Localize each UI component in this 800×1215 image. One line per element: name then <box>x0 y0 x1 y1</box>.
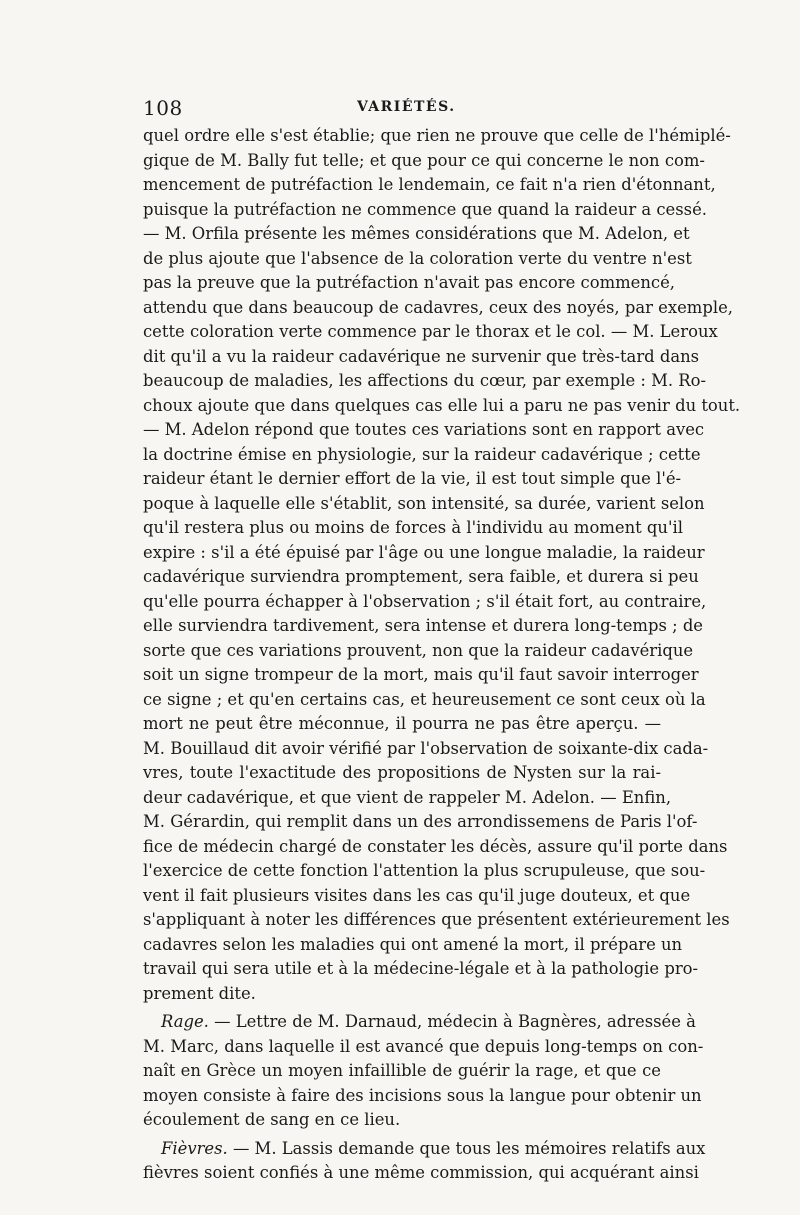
text-line: cadavérique surviendra promptement, sera faible, et durera si peu <box>143 567 699 586</box>
text-line: de plus ajoute que l'absence de la coloration verte du ventre n'est <box>143 248 692 268</box>
text-line: dit qu'il a vu la raideur cadavérique ne survenir que très-tard dans <box>143 346 700 366</box>
text-line: puisque la putréfaction ne commence que quand la raideur a cessé. <box>143 199 707 219</box>
text-line: soit un signe trompeur de la mort, mais qu'il faut savoir interroger <box>143 665 699 684</box>
paragraph-rage <box>143 1010 704 1137</box>
text-block <box>143 96 741 1186</box>
text-line: deur cadavérique, et que vient de rappeler M. Adelon. — Enfin, <box>143 787 672 807</box>
text-line: cadavres selon les maladies qui ont amené la mort, il prépare un <box>143 934 683 954</box>
section-lead: Rage. <box>161 1012 209 1031</box>
text-line: M. Bouillaud dit avoir vérifié par l'observation de soixante-dix cada- <box>143 738 709 758</box>
text-line: vent il fait plusieurs visites dans les cas qu'il juge douteux, et que <box>143 885 691 905</box>
text-line: prement dite. <box>143 983 256 1003</box>
text-line: gique de M. Bally fut telle; et que pour ce qui concerne le non com- <box>143 150 705 170</box>
text-line: la doctrine émise en physiologie, sur la raideur cadavérique ; cette <box>143 444 701 464</box>
text-line <box>143 1010 696 1035</box>
line-text: — Lettre de M. Darnaud, médecin à Bagnères, adressée à <box>208 1012 696 1031</box>
section-lead: Fièvres. <box>161 1138 228 1158</box>
page-number: 108 <box>143 96 183 120</box>
text-line: elle surviendra tardivement, sera intense et durera long-temps ; de <box>143 616 704 635</box>
text-line: qu'elle pourra échapper à l'observation ; s'il était fort, au contraire, <box>143 591 707 611</box>
text-line: — M. Orfila présente les mêmes considérations que M. Adelon, et <box>143 224 690 243</box>
running-head: VARIÉTÉS. <box>357 99 456 115</box>
text-line: écoulement de sang en ce lieu. <box>143 1110 401 1129</box>
text-line: l'exercice de cette fonction l'attention la plus scrupuleuse, que sou- <box>143 861 706 880</box>
text-line: s'appliquant à noter les différences que présentent extérieurement les <box>143 910 730 929</box>
text-line: mort ne peut être méconnue, il pourra ne pas être aperçu. — <box>143 714 661 733</box>
text-line: poque à laquelle elle s'établit, son intensité, sa durée, varient selon <box>143 493 705 513</box>
text-line: quel ordre elle s'est établie; que rien ne prouve que celle de l'hémiplé- <box>143 126 731 145</box>
text-line: choux ajoute que dans quelques cas elle lui a paru ne pas venir du tout. <box>143 395 741 415</box>
paragraph-autopsy-discussion <box>143 124 741 1010</box>
text-line: M. Marc, dans laquelle il est avancé que depuis long-temps on con- <box>143 1036 704 1056</box>
text-line: mencement de putréfaction le lendemain, ce fait n'a rien d'étonnant, <box>143 175 716 194</box>
text-line: vres, toute l'exactitude des propositions de Nysten sur la rai- <box>143 763 661 782</box>
text-line: fièvres soient confiés à une même commission, qui acquérant ainsi <box>143 1163 699 1182</box>
text-line: beaucoup de maladies, les affections du cœur, par exemple : M. Ro- <box>143 371 707 390</box>
text-line: expire : s'il a été épuisé par l'âge ou une longue maladie, la raideur <box>143 542 705 562</box>
page-header <box>143 96 661 124</box>
text-line: ce signe ; et qu'en certains cas, et heureusement ce sont ceux où la <box>143 689 706 709</box>
text-line: qu'il restera plus ou moins de forces à l'individu au moment qu'il <box>143 518 683 537</box>
text-line: raideur étant le dernier effort de la vie, il est tout simple que l'é- <box>143 469 682 488</box>
text-line: — M. Adelon répond que toutes ces variations sont en rapport avec <box>143 420 705 439</box>
text-line: M. Gérardin, qui remplit dans un des arrondissemens de Paris l'of- <box>143 812 698 831</box>
line-text: — M. Lassis demande que tous les mémoires relatifs aux <box>227 1138 706 1158</box>
text-line: fice de médecin chargé de constater les décès, assure qu'il porte dans <box>143 836 728 856</box>
text-line: naît en Grèce un moyen infaillible de guérir la rage, et que ce <box>143 1061 661 1080</box>
text-line: sorte que ces variations prouvent, non que la raideur cadavérique <box>143 640 694 660</box>
text-line: attendu que dans beaucoup de cadavres, ceux des noyés, par exemple, <box>143 297 733 317</box>
paragraph-fievres <box>143 1137 706 1186</box>
text-line: moyen consiste à faire des incisions sous la langue pour obtenir un <box>143 1085 702 1105</box>
text-line: travail qui sera utile et à la médecine-légale et à la pathologie pro- <box>143 959 699 978</box>
text-line: pas la preuve que la putréfaction n'avait pas encore commencé, <box>143 273 676 292</box>
text-line: cette coloration verte commence par le thorax et le col. — M. Leroux <box>143 322 718 341</box>
text-line <box>143 1137 706 1162</box>
